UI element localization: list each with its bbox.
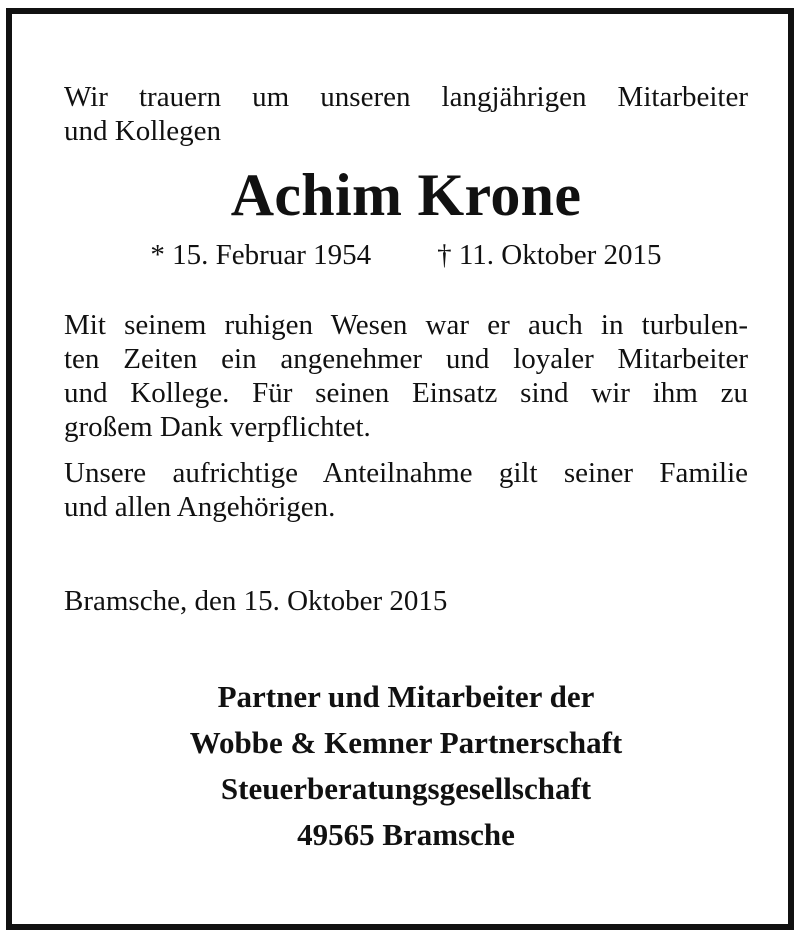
tribute-paragraph xyxy=(64,308,748,444)
paragraph-line: und Kollege. Für seinen Einsatz sind wir ihm zu xyxy=(64,377,748,409)
intro-line: Wir trauern um unseren langjährigen Mitarbeiter xyxy=(64,81,748,113)
sender-line: Wobbe & Kemner Partnerschaft xyxy=(189,725,623,760)
obituary-notice xyxy=(6,8,794,930)
paragraph-line: und allen Angehörigen. xyxy=(64,491,336,523)
deceased-name: Achim Krone xyxy=(230,162,582,228)
sender-line: Steuerberatungsgesellschaft xyxy=(220,771,592,806)
sender-line: Partner und Mitarbeiter der xyxy=(217,679,595,714)
place-and-date: Bramsche, den 15. Oktober 2015 xyxy=(64,585,448,617)
sender-block xyxy=(64,674,748,858)
notice-content xyxy=(64,80,748,858)
paragraph-line: Mit seinem ruhigen Wesen war er auch in turbulen- xyxy=(64,309,748,341)
condolence-paragraph xyxy=(64,456,748,524)
intro-line: und Kollegen xyxy=(64,115,222,147)
life-dates xyxy=(64,238,748,272)
birth-date: * 15. Februar 1954 xyxy=(150,239,372,271)
sender-line: 49565 Bramsche xyxy=(297,817,515,852)
paragraph-line: ten Zeiten ein angenehmer und loyaler Mitarbeiter xyxy=(64,343,748,375)
intro-text xyxy=(64,80,748,148)
paragraph-line: großem Dank verpflichtet. xyxy=(64,411,371,443)
death-date: † 11. Oktober 2015 xyxy=(437,239,662,271)
paragraph-line: Unsere aufrichtige Anteilnahme gilt seiner Familie xyxy=(64,457,748,489)
